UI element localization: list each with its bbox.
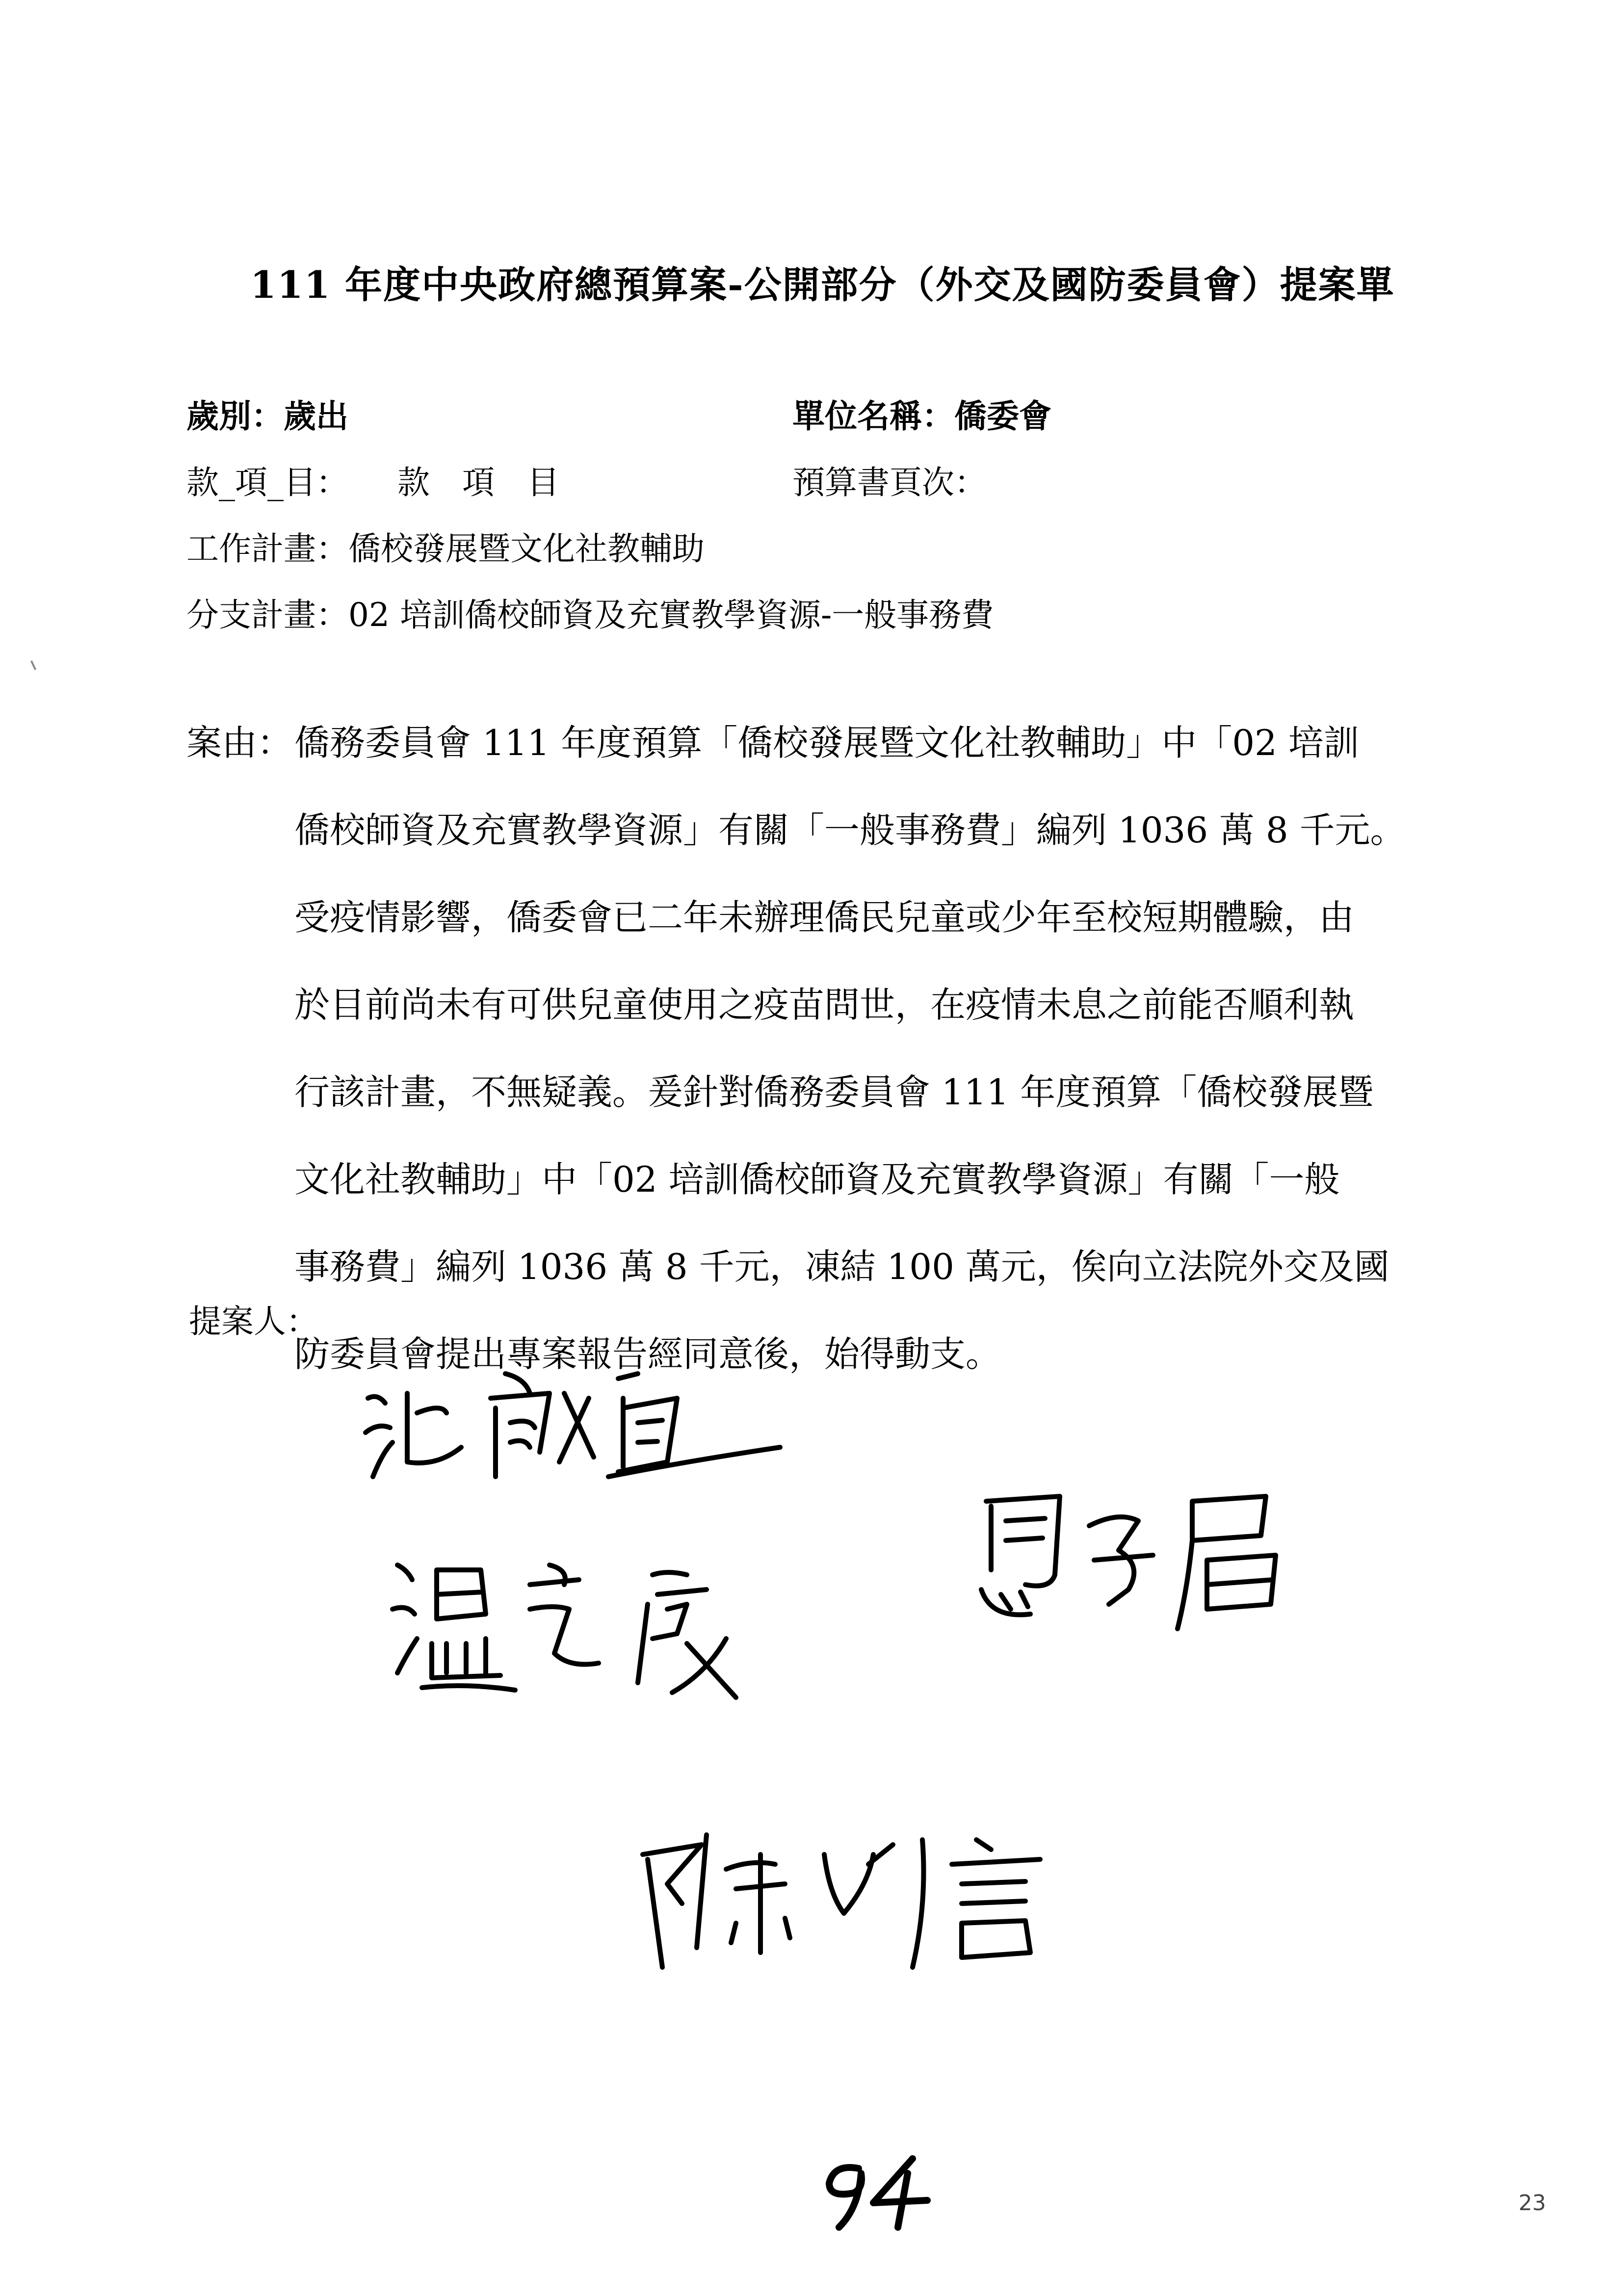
case-line: 僑務委員會 111 年度預算「僑校發展暨文化社教輔助」中「02 培訓: [294, 722, 1359, 763]
case-line: 防委員會提出專案報告經同意後，始得動支。: [294, 1333, 1001, 1375]
signature-2: [393, 1555, 785, 1704]
work-plan-field: 工作計畫：僑校發展暨文化社教輔助: [186, 530, 705, 568]
document-title: 111 年度中央政府總預算案-公開部分（外交及國防委員會）提案單: [250, 263, 1395, 307]
page-number: [814, 2154, 942, 2234]
unit-name-field: 單位名稱：僑委會: [792, 397, 1051, 435]
case-line: 行該計畫，不無疑義。爰針對僑務委員會 111 年度預算「僑校發展暨: [294, 1071, 1374, 1113]
signature-3: [971, 1491, 1315, 1641]
scan-mark: [30, 660, 36, 670]
case-line: 僑校師資及充實教學資源」有關「一般事務費」編列 1036 萬 8 千元。: [294, 809, 1406, 851]
case-line: 受疫情影響，僑委會已二年未辦理僑民兒童或少年至校短期體驗，由: [294, 897, 1355, 938]
signature-4: [638, 1825, 1128, 1974]
case-line: 文化社教輔助」中「02 培訓僑校師資及充實教學資源」有關「一般: [294, 1159, 1340, 1200]
proposer-label: 提案人：: [189, 1303, 318, 1340]
case-line: 於目前尚未有可供兒童使用之疫苗問世，在疫情未息之前能否順利執: [294, 984, 1355, 1025]
category-field: 歲別：歲出: [186, 397, 348, 435]
signature-1: [363, 1364, 805, 1488]
corner-mark: 23: [1519, 2191, 1546, 2216]
sub-plan-field: 分支計畫：02 培訓僑校師資及充實教學資源-一般事務費: [186, 596, 994, 634]
case-line: 事務費」編列 1036 萬 8 千元，凍結 100 萬元，俟向立法院外交及國: [294, 1246, 1389, 1287]
item-label: 款_項_目：: [186, 464, 348, 501]
page-reference-field: 預算書頁次：: [792, 464, 987, 501]
item-value: 款 項 目: [397, 464, 559, 501]
case-label: 案由：: [186, 722, 293, 763]
